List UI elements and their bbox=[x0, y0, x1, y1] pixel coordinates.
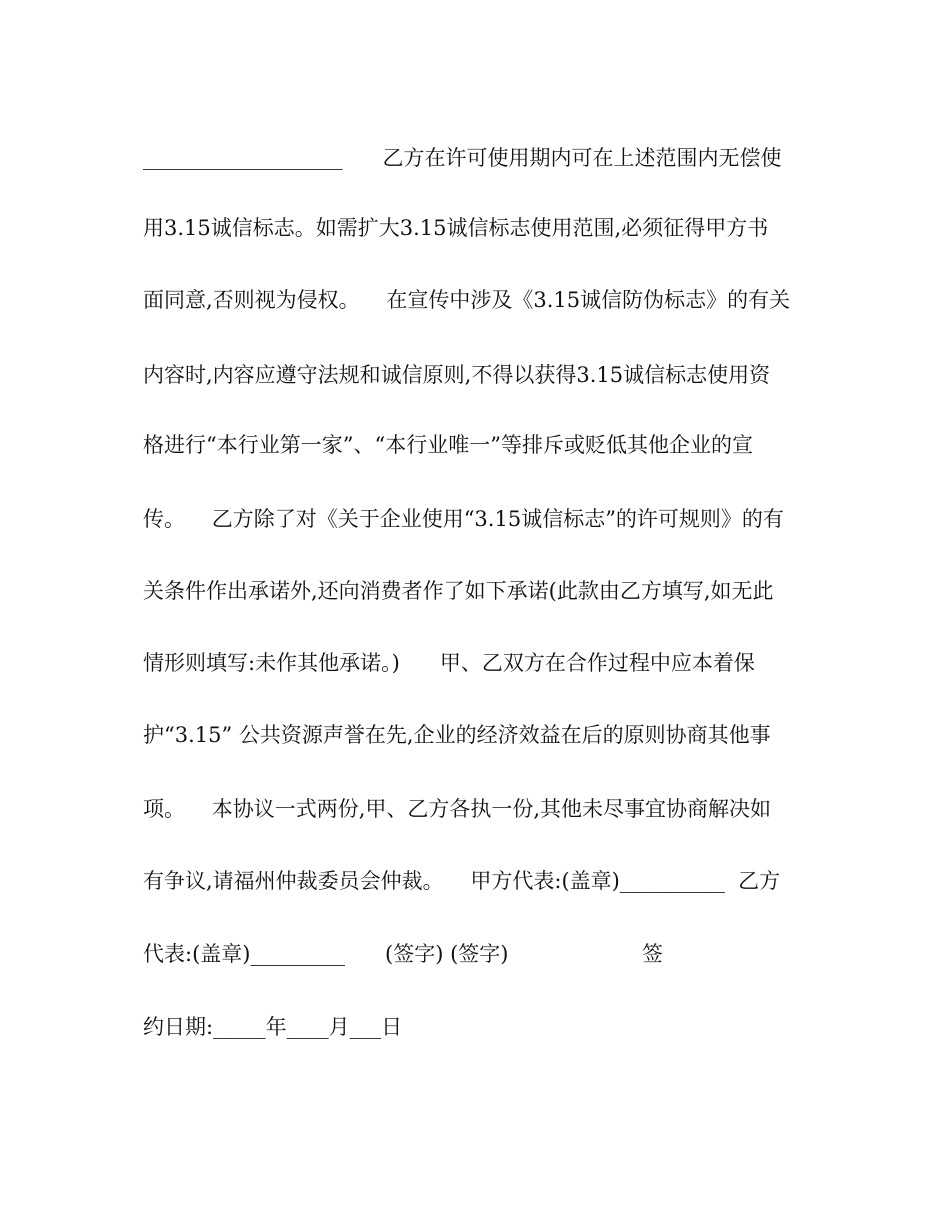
text-line-4: 内容时,内容应遵守法规和诚信原则,不得以获得3.15诚信标志使用资 bbox=[143, 363, 771, 387]
text-line-2: 用3.15诚信标志。如需扩大3.15诚信标志使用范围,必须征得甲方书 bbox=[143, 216, 769, 240]
text-line-9: 护“3.15” 公共资源声誉在先,企业的经济效益在后的原则协商其他事 bbox=[143, 723, 771, 747]
text-line-12: 代表:(盖章)_________ (签字) (签字) 签 bbox=[143, 942, 663, 966]
text-line-1: ___________________ 乙方在许可使用期内可在上述范围内无偿使 bbox=[143, 146, 782, 170]
text-line-10: 项。 本协议一式两份,甲、乙方各执一份,其他未尽事宜协商解决如 bbox=[143, 797, 772, 821]
text-line-7: 关条件作出承诺外,还向消费者作了如下承诺(此款由乙方填写,如无此 bbox=[143, 579, 774, 603]
text-line-3: 面同意,否则视为侵权。 在宣传中涉及《3.15诚信防伪标志》的有关 bbox=[143, 288, 791, 312]
text-line-13: 约日期:_____年____月___日 bbox=[143, 1015, 403, 1039]
text-line-8: 情形则填写:未作其他承诺。) 甲、乙双方在合作过程中应本着保 bbox=[143, 651, 755, 675]
text-line-11: 有争议,请福州仲裁委员会仲裁。 甲方代表:(盖章)__________ 乙方 bbox=[143, 869, 781, 893]
text-line-6: 传。 乙方除了对《关于企业使用“3.15诚信标志”的许可规则》的有 bbox=[143, 507, 784, 531]
text-line-5: 格进行“本行业第一家”、“本行业唯一”等排斥或贬低其他企业的宣 bbox=[143, 433, 753, 457]
